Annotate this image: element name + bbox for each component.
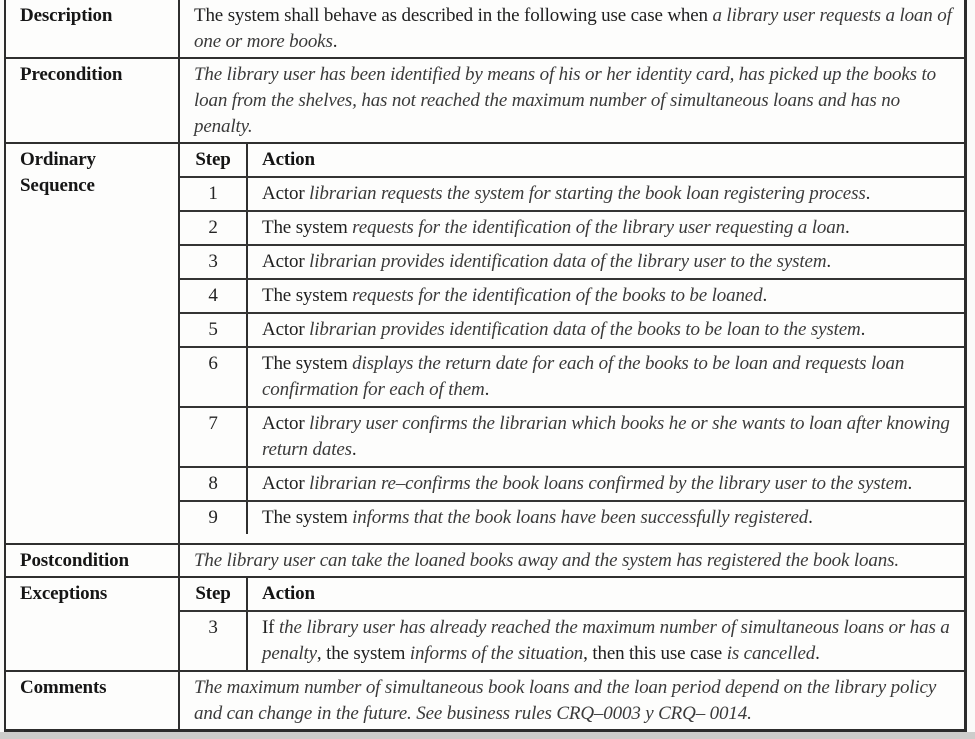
use-case-table: [4, 0, 967, 732]
row-content-precondition: [180, 59, 964, 142]
ordinary-sequence-step-action-8: [248, 468, 964, 500]
exceptions-step-action-3: [248, 612, 964, 670]
row-label-description: Description: [6, 0, 180, 57]
ordinary-sequence-step-action-1-segment: librarian requests the system for starting the book loan registering process: [309, 183, 866, 204]
ordinary-sequence-step-action-8-segment: librarian re–confirms the book loans confirmed by the library user to the system: [309, 473, 908, 494]
ordinary-sequence-step-action-6-segment: The system: [262, 353, 353, 374]
ordinary-sequence-step-row-2: [180, 210, 964, 244]
ordinary-sequence-step-action-9-segment: informs that the book loans have been successfully registered: [352, 507, 809, 528]
ordinary-sequence-step-action-4-segment: .: [762, 285, 768, 306]
ordinary-sequence-step-action-3-segment: Actor: [262, 251, 310, 272]
exceptions-steps-header-row: [180, 578, 964, 610]
ordinary-sequence-step-action-6-segment: .: [484, 379, 490, 400]
exceptions-step-row-3: [180, 610, 964, 670]
row-text-postcondition-segment: The library user can take the loaned books away and the system has registered the book loans.: [194, 550, 899, 571]
row-text-precondition: [180, 59, 964, 142]
row-label-comments: Comments: [6, 672, 180, 729]
ordinary-sequence-step-action-2-segment: The system: [262, 217, 353, 238]
ordinary-sequence-step-action-7-segment: .: [351, 439, 357, 460]
row-content-comments: [180, 672, 964, 729]
exceptions-steps-table: [180, 578, 964, 670]
row-ordinary-sequence: [6, 142, 964, 543]
row-label-exceptions: Exceptions: [6, 578, 180, 670]
row-description: [6, 0, 964, 57]
row-precondition: [6, 57, 964, 142]
row-label-precondition: Precondition: [6, 59, 180, 142]
ordinary-sequence-step-action-1-segment: .: [865, 183, 871, 204]
ordinary-sequence-step-action-2-segment: .: [844, 217, 850, 238]
row-text-comments-segment: The maximum number of simultaneous book loans and the loan period depend on the library policy and can change in the future. See business rules CRQ–0003 y CRQ– 0014.: [194, 677, 937, 724]
ordinary-sequence-step-action-7-segment: Actor: [262, 413, 310, 434]
ordinary-sequence-step-action-6-segment: displays the return date for each of the books to be loan and requests loan confirmation for each of them: [262, 353, 905, 400]
ordinary-sequence-step-action-2-segment: requests for the identification of the library user requesting a loan: [352, 217, 845, 238]
ordinary-sequence-step-action-1-segment: Actor: [262, 183, 310, 204]
exceptions-step-action-3-segment: .: [815, 643, 820, 664]
ordinary-sequence-step-action-8-segment: Actor: [262, 473, 310, 494]
ordinary-sequence-step-action-5: [248, 314, 964, 346]
exceptions-step-action-3-segment: , the system: [316, 643, 410, 664]
row-text-comments: [180, 672, 964, 729]
ordinary-sequence-step-number-2: 2: [180, 212, 248, 244]
ordinary-sequence-step-row-7: [180, 406, 964, 466]
row-label-postcondition: Postcondition: [6, 545, 180, 576]
exceptions-step-column-header: Step: [180, 578, 248, 610]
ordinary-sequence-step-action-1: [248, 178, 964, 210]
row-content-postcondition: [180, 545, 964, 576]
ordinary-sequence-step-action-3-segment: .: [826, 251, 832, 272]
row-content-ordinary-sequence: [180, 144, 964, 543]
ordinary-sequence-step-number-9: 9: [180, 502, 248, 534]
ordinary-sequence-step-action-5-segment: librarian provides identification data of the books to be loan to the system: [309, 319, 861, 340]
row-text-postcondition: [180, 545, 964, 576]
ordinary-sequence-step-number-3: 3: [180, 246, 248, 278]
exceptions-step-action-3-segment: the library user has already reached the maximum number of simultaneous loans or has a penalty: [262, 617, 950, 664]
ordinary-sequence-step-number-4: 4: [180, 280, 248, 312]
ordinary-sequence-step-row-9: [180, 500, 964, 534]
ordinary-sequence-step-row-1: [180, 176, 964, 210]
row-text-description-segment: The system shall behave as described in the following use case when: [194, 5, 713, 26]
ordinary-sequence-step-number-5: 5: [180, 314, 248, 346]
exceptions-step-action-3-segment: , then this use case: [583, 643, 727, 664]
ordinary-sequence-step-action-7: [248, 408, 964, 466]
ordinary-sequence-step-action-7-segment: library user confirms the librarian which books he or she wants to loan after knowing return dates: [262, 413, 950, 460]
ordinary-sequence-step-row-5: [180, 312, 964, 346]
ordinary-sequence-steps-table: [180, 144, 964, 543]
row-text-description-segment: a library user requests a loan of one or more books: [194, 5, 952, 52]
ordinary-sequence-step-action-4-segment: requests for the identification of the books to be loaned: [352, 285, 763, 306]
ordinary-sequence-step-row-4: [180, 278, 964, 312]
ordinary-sequence-step-row-3: [180, 244, 964, 278]
ordinary-sequence-step-number-7: 7: [180, 408, 248, 466]
ordinary-sequence-step-action-9: [248, 502, 964, 534]
ordinary-sequence-step-number-8: 8: [180, 468, 248, 500]
ordinary-sequence-step-number-1: 1: [180, 178, 248, 210]
ordinary-sequence-step-action-9-segment: .: [808, 507, 813, 528]
row-postcondition: [6, 543, 964, 576]
ordinary-sequence-step-action-4: [248, 280, 964, 312]
ordinary-sequence-action-column-header: Action: [262, 149, 315, 170]
ordinary-sequence-step-column-header: Step: [180, 144, 248, 176]
exceptions-action-column-header: Action: [262, 583, 315, 604]
ordinary-sequence-step-number-6: 6: [180, 348, 248, 406]
row-comments: [6, 670, 964, 729]
row-content-description: [180, 0, 964, 57]
ordinary-sequence-step-action-6: [248, 348, 964, 406]
ordinary-sequence-step-action-5-segment: Actor: [262, 319, 310, 340]
ordinary-sequence-step-row-6: [180, 346, 964, 406]
ordinary-sequence-step-action-3-segment: librarian provides identification data of the library user to the system: [309, 251, 827, 272]
exceptions-step-number-3: 3: [180, 612, 248, 670]
row-exceptions: [6, 576, 964, 670]
ordinary-sequence-step-action-4-segment: The system: [262, 285, 353, 306]
exceptions-step-action-3-segment: informs of the situation: [409, 643, 584, 664]
row-text-description-segment: .: [332, 31, 338, 52]
row-content-exceptions: [180, 578, 964, 670]
ordinary-sequence-step-row-8: [180, 466, 964, 500]
ordinary-sequence-step-action-8-segment: .: [907, 473, 913, 494]
row-text-description: [180, 0, 964, 57]
exceptions-step-action-3-segment: If: [262, 617, 279, 638]
ordinary-sequence-step-action-5-segment: .: [860, 319, 866, 340]
page-bottom-strip: [0, 732, 975, 739]
exceptions-step-action-3-segment: is cancelled: [726, 643, 816, 664]
row-text-precondition-segment: The library user has been identified by means of his or her identity card, has picked up the books to loan from the shelves, has not reached the maximum number of simultaneous loans and has no penalty.: [194, 64, 936, 137]
ordinary-sequence-step-action-3: [248, 246, 964, 278]
row-label-ordinary-sequence: Ordinary Sequence: [6, 144, 180, 543]
ordinary-sequence-step-action-2: [248, 212, 964, 244]
ordinary-sequence-step-action-9-segment: The system: [262, 507, 353, 528]
ordinary-sequence-steps-header-row: [180, 144, 964, 176]
